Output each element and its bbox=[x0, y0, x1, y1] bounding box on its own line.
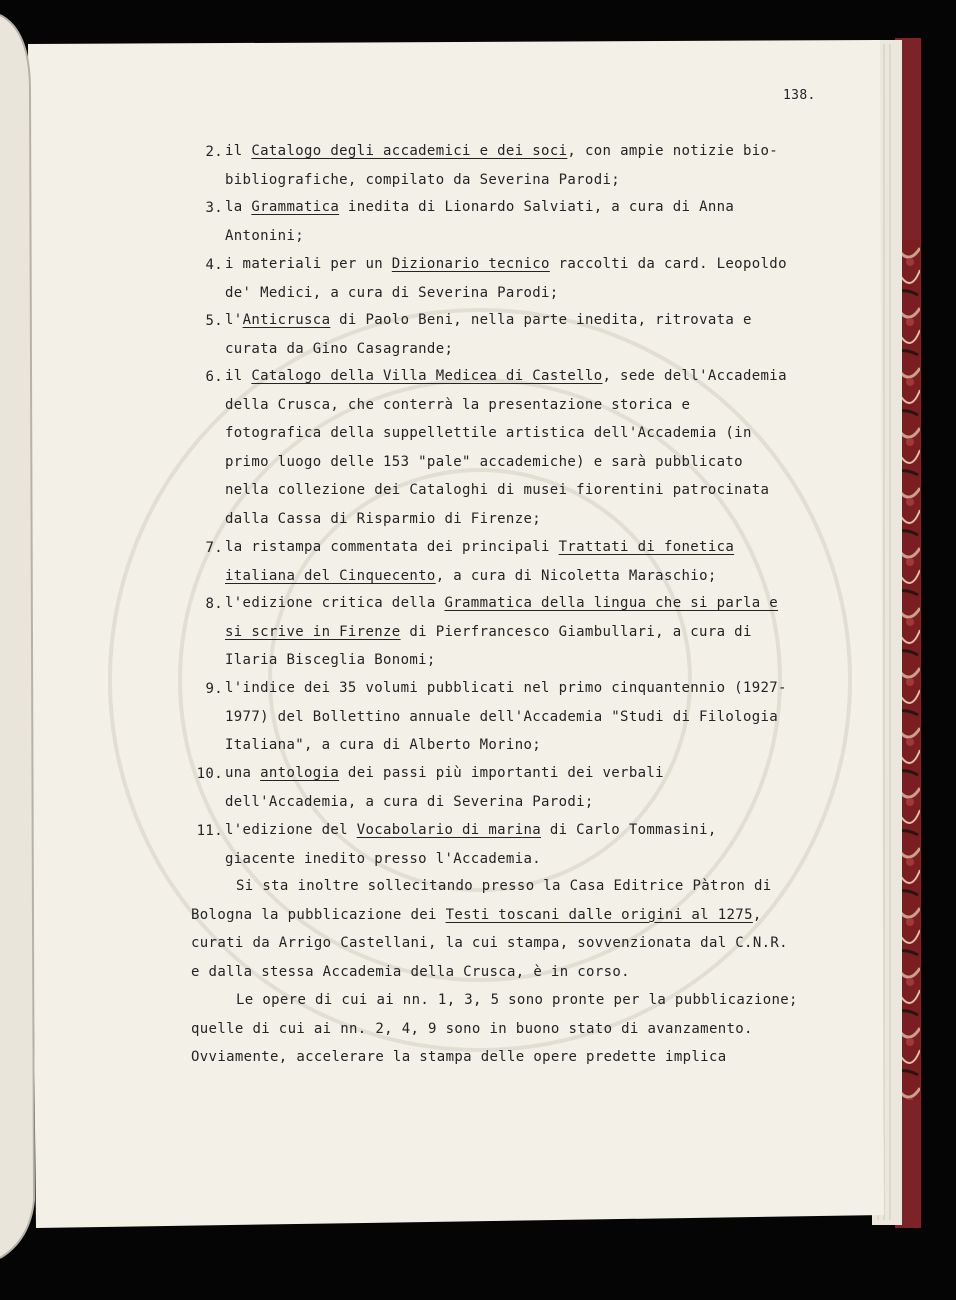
item-text: l'indice dei 35 volumi pubblicati nel primo cinquantennio (1927-1977) del Bollettino annuale dell'Accademia "Studi di Filologia Italiana", a cura di Alberto Morino; bbox=[225, 680, 787, 753]
item-text: la Grammatica inedita di Lionardo Salviati, a cura di Anna Antonini; bbox=[225, 199, 735, 244]
title-dizionario-tecnico: Dizionario tecnico bbox=[391, 256, 550, 272]
item-number: 3. bbox=[205, 200, 223, 216]
body-paragraph: Si sta inoltre sollecitando presso la Casa Editrice Pàtron di Bologna la pubblicazione dei Testi toscani dalle origini al 1275, curati da Arrigo Castellani, la cui stampa, sovvenzionata dal C.N.R. e dalla stessa Accademia della Crusca, è in corso. bbox=[191, 878, 788, 980]
item-number: 9. bbox=[205, 681, 223, 697]
item-text: l'Anticrusca di Paolo Beni, nella parte inedita, ritrovata e curata da Gino Casagrande; bbox=[225, 312, 752, 357]
item-number: 10. bbox=[196, 766, 223, 782]
title-catalogo-accademici: Catalogo degli accademici e dei soci bbox=[251, 143, 568, 159]
item-text: il Catalogo degli accademici e dei soci, con ampie notizie bio-bibliografiche, compilato da Severina Parodi; bbox=[225, 143, 779, 188]
body-paragraph: Le opere di cui ai nn. 1, 3, 5 sono pronte per la pubblicazione; quelle di cui ai nn. 2, 4, 9 sono in buono stato di avanzamento. Ovviamente, accelerare la stampa delle opere predette implica bbox=[191, 992, 798, 1065]
title-anticrusca: Anticrusca bbox=[242, 312, 331, 328]
item-text: l'edizione critica della Grammatica della lingua che si parla e si scrive in Firenze di Pierfrancesco Giambullari, a cura di Ilaria Bisceglia Bonomi; bbox=[225, 595, 779, 668]
item-text: l'edizione del Vocabolario di marina di Carlo Tommasini, giacente inedito presso l'Accademia. bbox=[225, 822, 717, 867]
title-vocabolario-marina: Vocabolario di marina bbox=[356, 822, 542, 838]
item-text: una antologia dei passi più importanti dei verbali dell'Accademia, a cura di Severina Parodi; bbox=[225, 765, 664, 810]
item-number: 5. bbox=[205, 313, 223, 329]
item-text: la ristampa commentata dei principali Trattati di fonetica italiana del Cinquecento, a cura di Nicoletta Maraschio; bbox=[225, 539, 735, 584]
item-number: 8. bbox=[205, 596, 223, 612]
item-number: 2. bbox=[205, 144, 223, 160]
item-text: i materiali per un Dizionario tecnico raccolti da card. Leopoldo de' Medici, a cura di Severina Parodi; bbox=[225, 256, 787, 301]
item-text: il Catalogo della Villa Medicea di Castello, sede dell'Accademia della Crusca, che conterrà la presentazione storica e fotografica della suppellettile artistica dell'Accademia (in primo luogo delle 153 "pale" accademiche) e sarà pubblicato nella collezione dei Cataloghi di musei fiorentini patrocinata dalla Cassa di Risparmio di Firenze; bbox=[225, 368, 787, 527]
item-number: 6. bbox=[205, 369, 223, 385]
title-testi-toscani: Testi toscani dalle origini al 1275 bbox=[445, 906, 753, 923]
title-trattati-fonetica: Trattati di fonetica italiana del Cinquecento bbox=[225, 539, 735, 584]
page-number: 138. bbox=[783, 88, 816, 103]
title-grammatica-lingua: Grammatica della lingua che si parla e si scrive in Firenze bbox=[225, 595, 779, 640]
title-antologia: antologia bbox=[260, 765, 340, 781]
item-number: 4. bbox=[205, 257, 223, 273]
item-number: 7. bbox=[205, 540, 223, 556]
title-grammatica: Grammatica bbox=[251, 199, 340, 215]
title-catalogo-villa-medicea: Catalogo della Villa Medicea di Castello bbox=[251, 368, 603, 384]
item-number: 11. bbox=[196, 823, 223, 839]
